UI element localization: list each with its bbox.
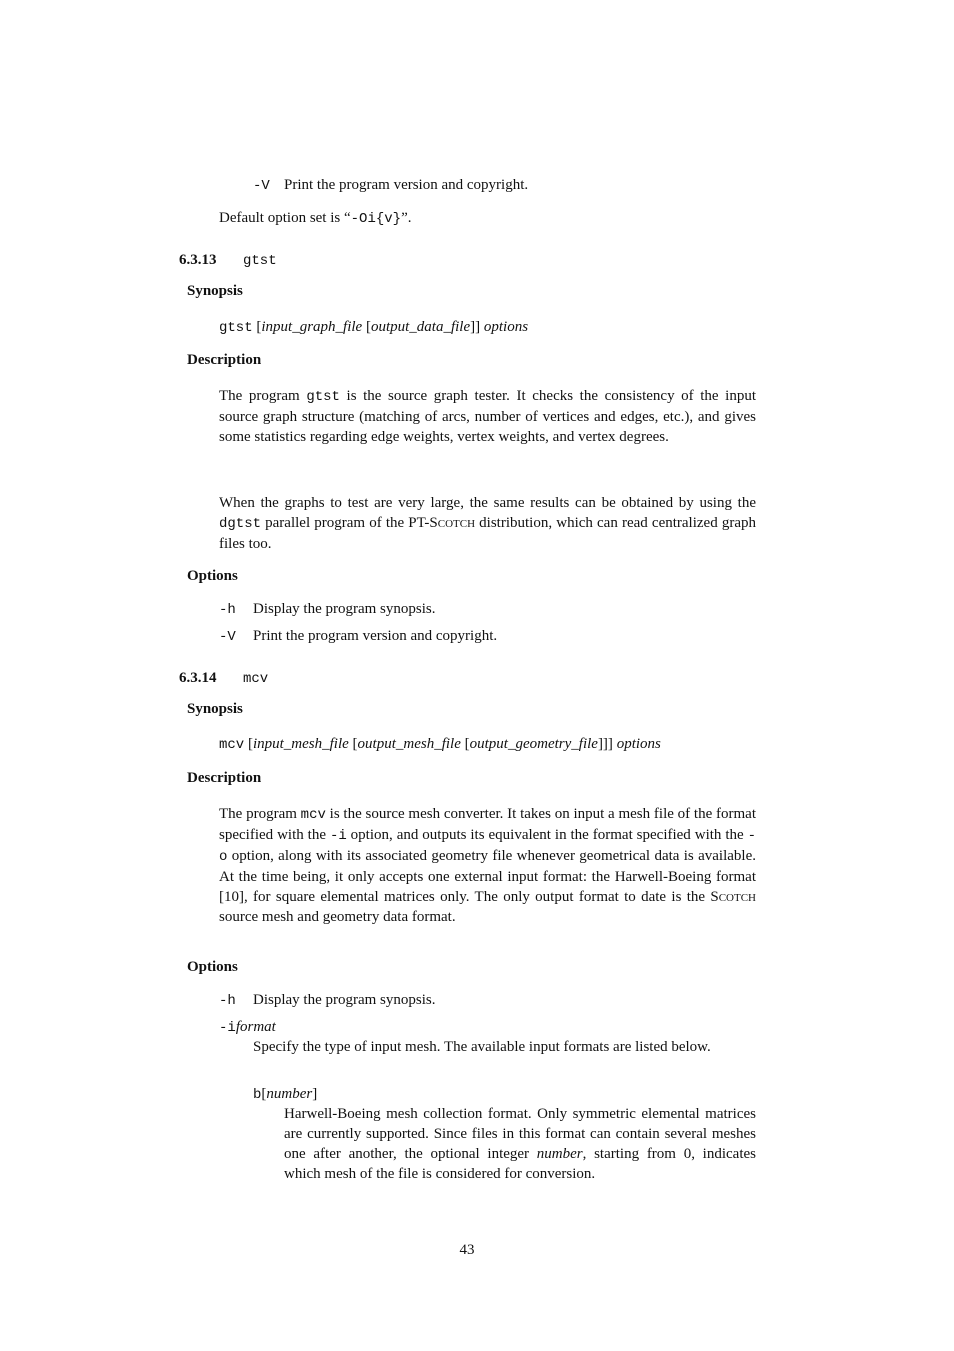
format-item-b: b[number] (253, 1086, 318, 1103)
format-argument: number (266, 1086, 313, 1102)
format-code: b (253, 1087, 262, 1103)
options-heading: Options (187, 959, 238, 975)
section-number: 6.3.13 (179, 252, 217, 268)
option-help (219, 599, 435, 620)
description-paragraph: The program mcv is the source mesh converter. It takes on input a mesh file of the format specified with the -i option, and outputs its equivalent in the format specified with the -o option, along with its associated geometry file whenever geometrical data is available. At the time being, it only accepts one external input format: the Harwell-Boeing format [10], for square elemental matrices only. The only output format to date is the Scotch source mesh and geometry data format. (219, 806, 757, 925)
option-flag: -V (253, 178, 270, 194)
option-help (219, 990, 435, 1011)
option-argument: format (235, 1019, 276, 1035)
synopsis-heading: Synopsis (187, 283, 243, 299)
synopsis-gtst: gtst [input_graph_file [output_data_file]] options (219, 319, 529, 336)
section-heading-gtst (179, 250, 277, 271)
section-name: mcv (243, 671, 269, 687)
description-heading: Description (187, 352, 262, 368)
option-version-top (253, 175, 528, 196)
section-heading-mcv (179, 668, 268, 689)
options-heading: Options (187, 568, 238, 584)
section-name: gtst (243, 253, 277, 269)
option-text: Print the program version and copyright. (253, 628, 498, 644)
option-flag: -V (219, 629, 236, 645)
description-paragraph: When the graphs to test are very large, the same results can be obtained by using the dgtst parallel program of the PT-Scotch distribution, which can read centralized graph files too. (219, 495, 756, 552)
format-item-b-text: Harwell-Boeing mesh collection format. Only symmetric elemental matrices are currently supported. Since files in this format can contain several meshes one after another, the optional integer number, starting from 0, indicates which mesh of the file is considered for conversion. (284, 1106, 756, 1182)
synopsis-mcv: mcv [input_mesh_file [output_mesh_file [output_geometry_file]]] options (219, 736, 661, 753)
option-input-format-text: Specify the type of input mesh. The available input formats are listed below. (253, 1039, 711, 1055)
option-flag: -h (219, 993, 236, 1009)
default-option-code: -Oi{v} (350, 211, 402, 227)
synopsis-heading: Synopsis (187, 701, 243, 717)
command-name: gtst (219, 320, 253, 336)
description-paragraph: The program gtst is the source graph tester. It checks the consistency of the input source graph structure (matching of arcs, number of vertices and edges, etc.), and gives some statistics regarding edge weights, vertex weights, and vertex degrees. (219, 388, 756, 445)
option-flag: -i (219, 1020, 236, 1036)
option-text: Display the program synopsis. (253, 601, 436, 617)
default-option-line: Default option set is “-Oi{v}”. (219, 210, 412, 227)
option-text: Display the program synopsis. (253, 992, 436, 1008)
option-text: Print the program version and copyright. (284, 177, 529, 193)
option-version (219, 626, 497, 647)
option-flag: -h (219, 602, 236, 618)
option-input-format (219, 1017, 276, 1038)
page-number: 43 (459, 1242, 475, 1258)
description-heading: Description (187, 770, 262, 786)
section-number: 6.3.14 (179, 670, 217, 686)
command-name: mcv (219, 737, 245, 753)
